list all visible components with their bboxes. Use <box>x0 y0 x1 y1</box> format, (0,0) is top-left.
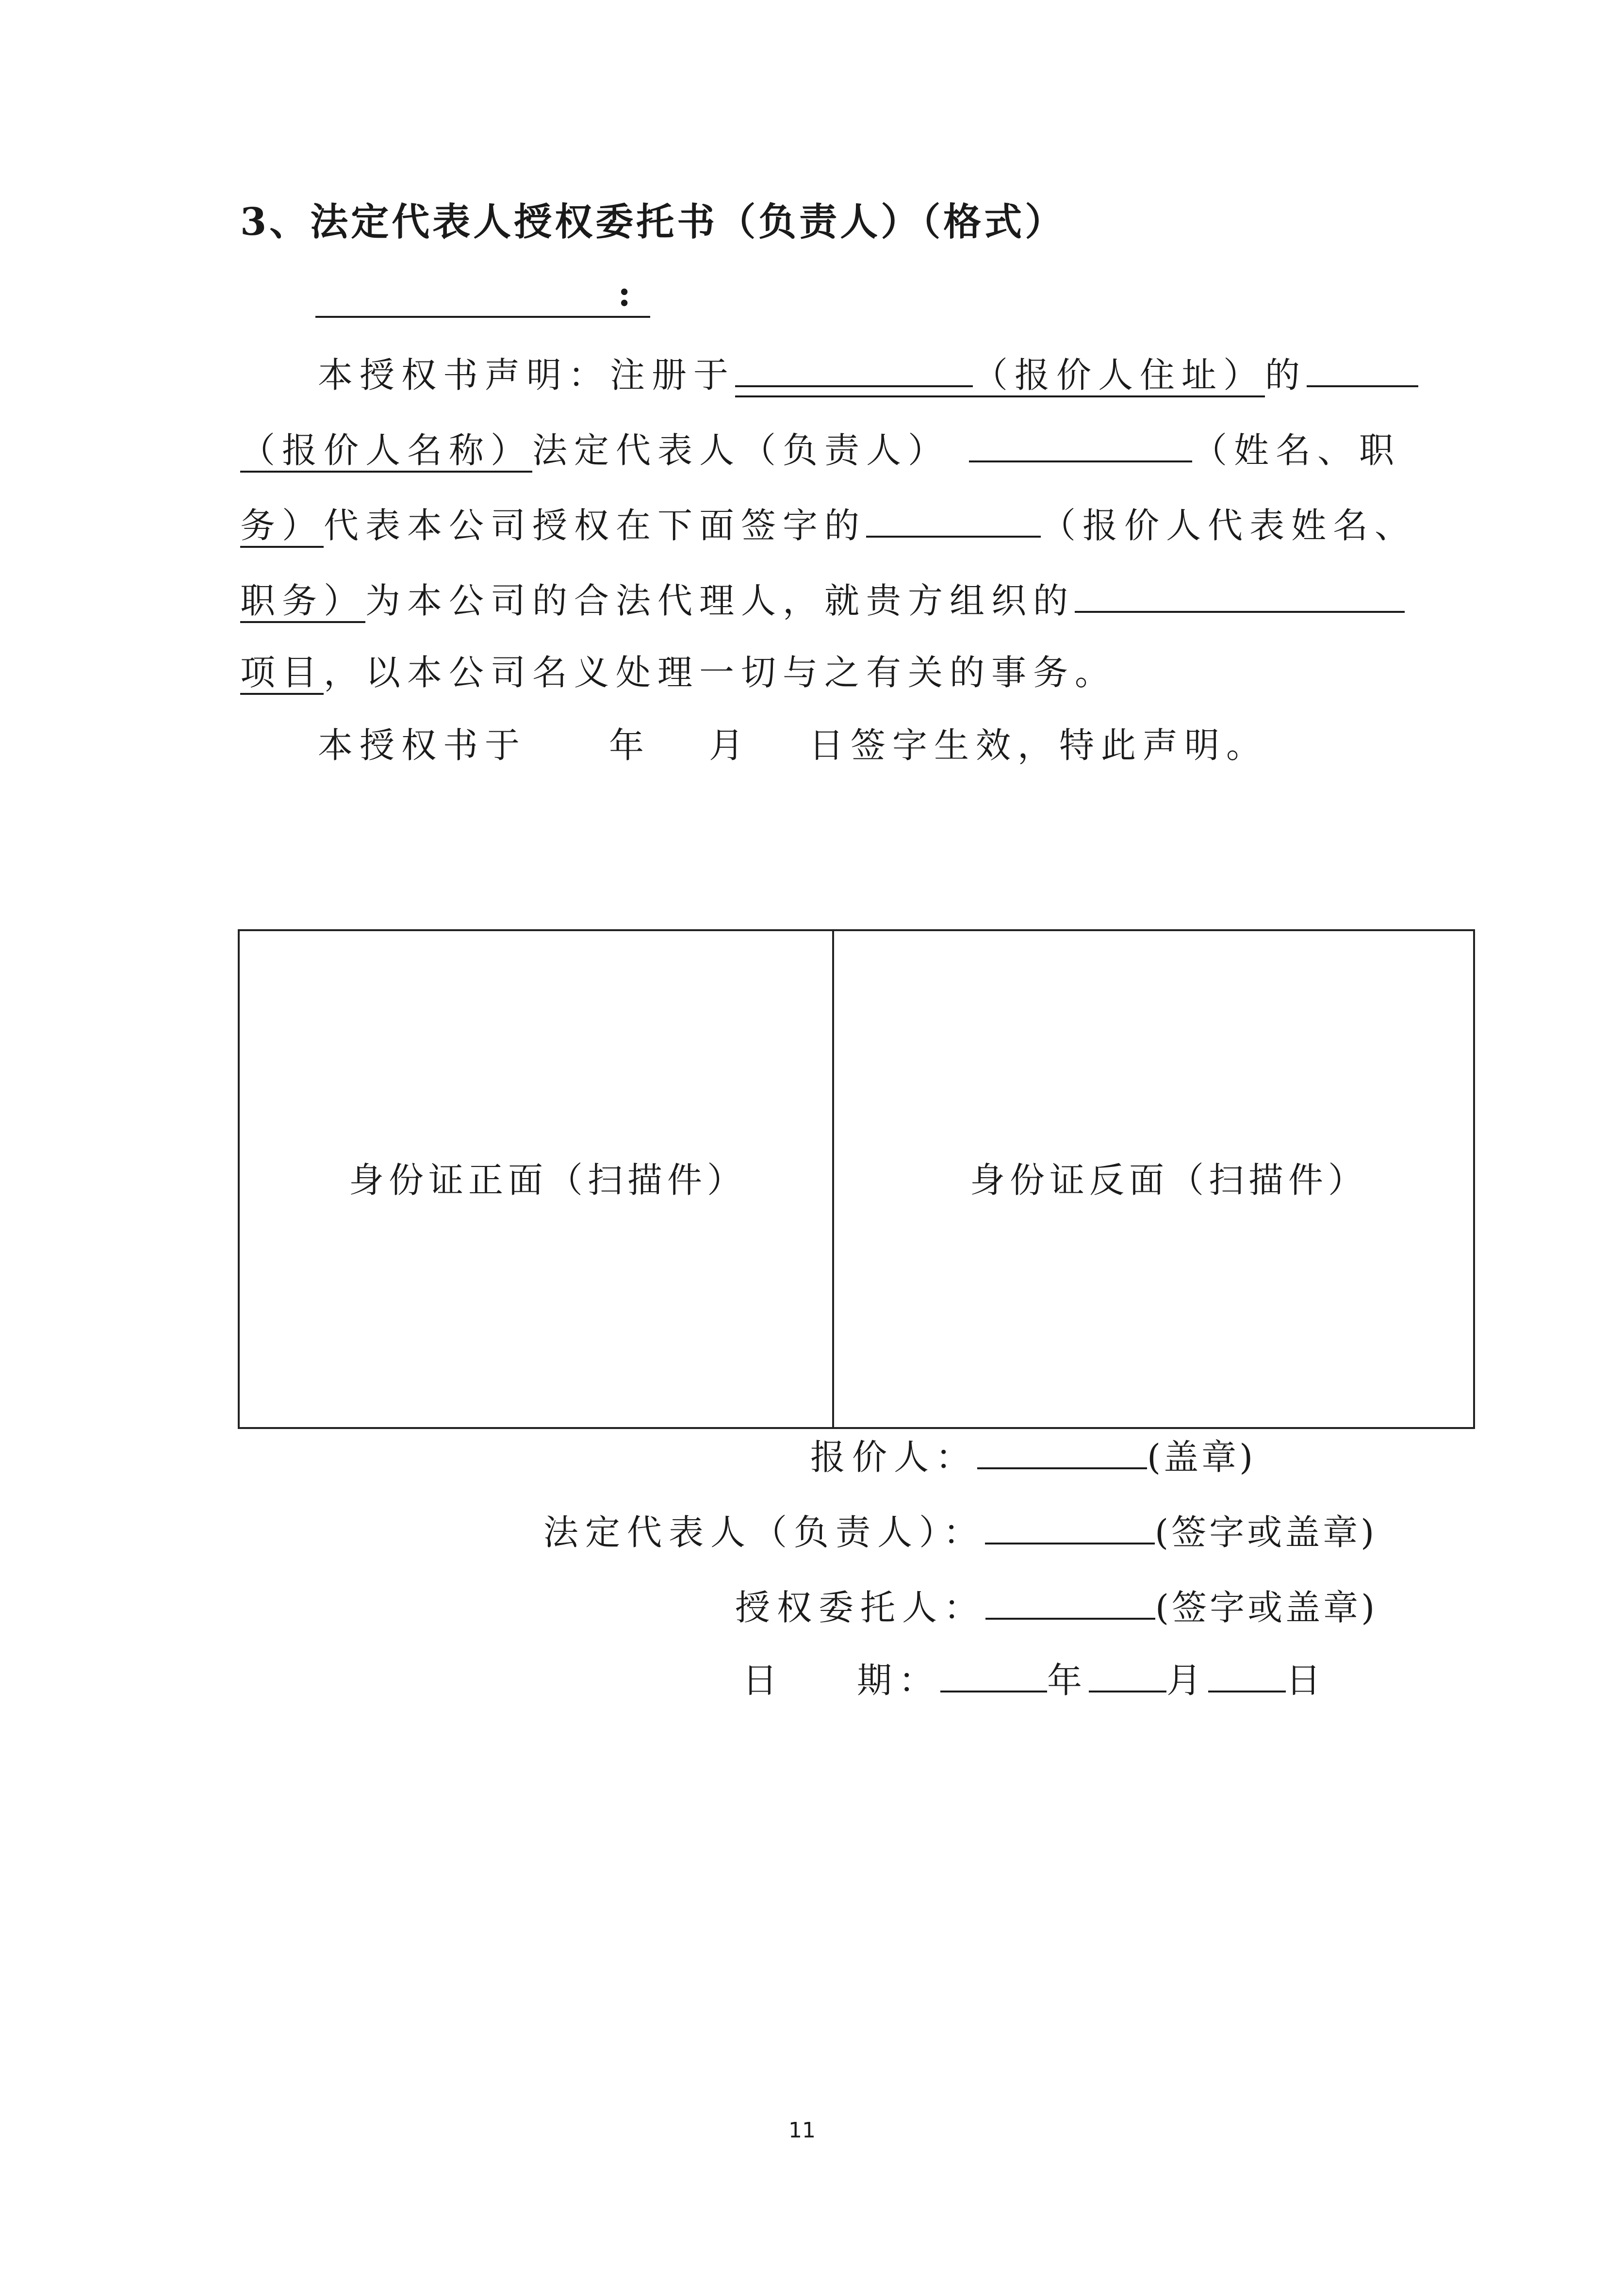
date-month-field[interactable] <box>1089 1659 1166 1692</box>
para2-month: 月 <box>709 725 751 766</box>
legal-rep-note: (签字或盖章) <box>1155 1512 1378 1553</box>
addressee-blank[interactable] <box>315 273 650 318</box>
para2-text: 本授权书于 <box>318 725 527 766</box>
agent-hint-cont: 职务） <box>240 580 365 623</box>
date-day-label: 日 <box>1286 1660 1328 1701</box>
date-year-field[interactable] <box>940 1659 1047 1692</box>
para1-text: ，以本公司名义处理一切与之有关的事务。 <box>324 652 1117 693</box>
para1-text: 的 <box>1265 355 1307 395</box>
date-label-2: 期： <box>857 1660 941 1701</box>
para1-line4 <box>240 580 1405 621</box>
project-hint: 项目 <box>240 652 324 695</box>
bidder-signature-row <box>810 1436 1256 1478</box>
agent-hint: （报价人代表姓名、 <box>1041 505 1417 546</box>
project-name-field[interactable] <box>1075 580 1405 613</box>
document-title: 3、法定代表人授权委托书（负责人）（格式） <box>240 200 1066 244</box>
legal-rep-signature-row <box>543 1511 1378 1553</box>
date-day-field[interactable] <box>1208 1659 1286 1692</box>
date-label-1: 日 <box>742 1660 785 1701</box>
id-card-box <box>238 929 1475 1429</box>
agent-name-field[interactable] <box>866 505 1041 538</box>
agent-note: (签字或盖章) <box>1155 1587 1378 1628</box>
agent-signature-row <box>735 1587 1378 1628</box>
agent-signature-field[interactable] <box>985 1587 1155 1620</box>
bidder-address-field[interactable] <box>735 355 1265 397</box>
bidder-name-field-start[interactable] <box>1307 354 1418 387</box>
para1-line3 <box>240 505 1417 546</box>
legal-rep-name-field[interactable] <box>969 429 1192 462</box>
addressee-colon: : <box>618 273 631 314</box>
bidder-label: 报价人： <box>810 1437 978 1478</box>
bidder-name-hint[interactable]: （报价人名称） <box>240 430 532 473</box>
legal-rep-label: 法定代表人（负责人）： <box>543 1512 985 1553</box>
date-year-label: 年 <box>1047 1660 1089 1701</box>
para1-text: 本授权书声明：注册于 <box>318 355 736 395</box>
date-month-label: 月 <box>1166 1660 1209 1701</box>
legal-rep-signature-field[interactable] <box>985 1511 1155 1544</box>
para1-text: 代表本公司授权在下面签字的 <box>324 505 867 546</box>
bidder-address-hint: （报价人住址） <box>973 355 1265 395</box>
para2-year: 年 <box>609 725 651 766</box>
para2-text: 日签字生效，特此声明。 <box>809 725 1268 766</box>
para1-text: 为本公司的合法代理人，就贵方组织的 <box>365 580 1075 621</box>
id-back-caption: 身份证反面（扫描件） <box>970 1160 1368 1200</box>
id-box-divider <box>832 931 834 1427</box>
legal-rep-hint: （姓名、职 <box>1192 430 1401 471</box>
effective-date-line <box>318 725 1268 766</box>
date-row <box>742 1659 1328 1701</box>
id-front-caption: 身份证正面（扫描件） <box>349 1160 747 1200</box>
para1-text: 法定代表人（负责人） <box>532 430 950 471</box>
agent-label: 授权委托人： <box>735 1587 986 1628</box>
para1-line1 <box>318 354 1418 393</box>
page-number: 11 <box>788 2118 816 2143</box>
bidder-note: (盖章) <box>1147 1437 1256 1478</box>
para1-line5 <box>240 652 1117 693</box>
para1-line2 <box>240 429 1401 471</box>
bidder-seal-field[interactable] <box>977 1436 1147 1469</box>
legal-rep-hint-cont: 务） <box>240 505 324 548</box>
